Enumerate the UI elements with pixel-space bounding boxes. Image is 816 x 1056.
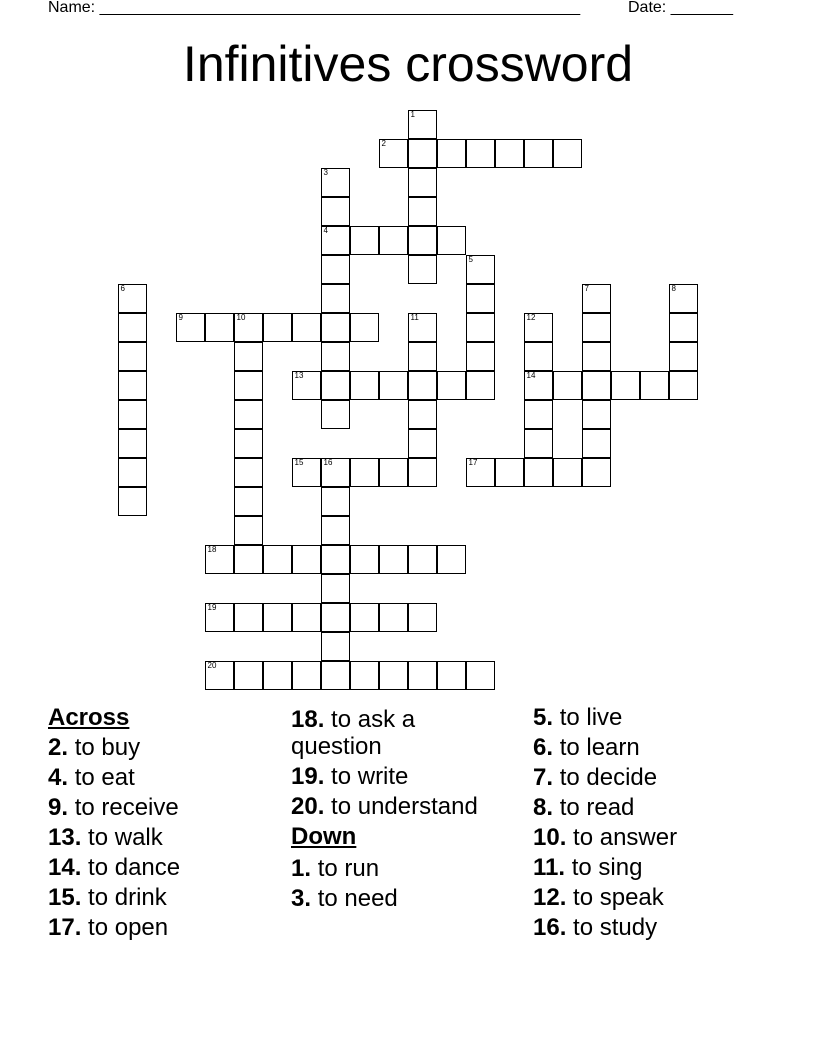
grid-cell[interactable] — [321, 661, 350, 690]
grid-cell[interactable] — [292, 603, 321, 632]
grid-cell[interactable] — [437, 139, 466, 168]
clue-number: 10. — [533, 824, 567, 851]
grid-cell[interactable] — [234, 661, 263, 690]
grid-cell[interactable] — [408, 168, 437, 197]
clue-item — [533, 703, 677, 733]
clue-text: to dance — [88, 854, 181, 881]
clue-number-label: 7 — [584, 284, 589, 293]
clue-text: to decide — [559, 764, 658, 791]
clue-text: to receive — [74, 794, 179, 821]
grid-cell[interactable] — [408, 429, 437, 458]
clue-text: to ask a question — [291, 706, 416, 760]
clue-text: to learn — [559, 734, 640, 761]
clue-number-label: 9 — [178, 313, 183, 322]
grid-cell[interactable] — [466, 371, 495, 400]
grid-cell[interactable] — [350, 458, 379, 487]
grid-cell[interactable] — [408, 255, 437, 284]
grid-cell[interactable] — [379, 661, 408, 690]
clue-item — [48, 763, 180, 793]
clue-item — [291, 855, 511, 882]
grid-cell[interactable] — [263, 603, 292, 632]
grid-cell[interactable] — [466, 139, 495, 168]
grid-cell[interactable] — [408, 226, 437, 255]
name-line[interactable]: ______________________________________________________ — [99, 0, 581, 16]
clue-number-label: 20 — [207, 661, 217, 670]
grid-cell[interactable] — [263, 545, 292, 574]
grid-cell[interactable] — [408, 400, 437, 429]
grid-cell[interactable] — [379, 139, 408, 168]
grid-cell[interactable] — [118, 487, 147, 516]
grid-cell[interactable] — [350, 226, 379, 255]
clue-item — [48, 883, 180, 913]
grid-cell[interactable] — [582, 371, 611, 400]
clue-number: 15. — [48, 884, 82, 911]
grid-cell[interactable] — [466, 661, 495, 690]
clue-number-label: 1 — [410, 110, 415, 119]
grid-cell[interactable] — [292, 313, 321, 342]
grid-cell[interactable] — [524, 371, 553, 400]
grid-cell[interactable] — [408, 139, 437, 168]
grid-cell[interactable] — [292, 661, 321, 690]
grid-cell[interactable] — [408, 371, 437, 400]
clue-text: to understand — [331, 793, 478, 820]
date-line[interactable]: _______ — [670, 0, 733, 16]
grid-cell[interactable] — [553, 371, 582, 400]
grid-cell[interactable] — [321, 284, 350, 313]
grid-cell[interactable] — [176, 313, 205, 342]
grid-cell[interactable] — [234, 429, 263, 458]
grid-cell[interactable] — [234, 603, 263, 632]
grid-cell[interactable] — [118, 400, 147, 429]
clue-number: 12. — [533, 884, 567, 911]
grid-cell[interactable] — [408, 110, 437, 139]
grid-cell[interactable] — [379, 545, 408, 574]
clue-number-label: 6 — [120, 284, 125, 293]
grid-cell[interactable] — [669, 284, 698, 313]
grid-cell[interactable] — [321, 545, 350, 574]
clue-item — [291, 763, 511, 790]
clue-number: 17. — [48, 914, 82, 941]
clue-number-label: 10 — [236, 313, 246, 322]
clue-text: to walk — [88, 824, 163, 851]
clue-text: to speak — [573, 884, 664, 911]
grid-cell[interactable] — [321, 487, 350, 516]
grid-cell[interactable] — [553, 139, 582, 168]
grid-cell[interactable] — [321, 632, 350, 661]
grid-cell[interactable] — [263, 661, 292, 690]
grid-cell[interactable] — [408, 342, 437, 371]
clue-item — [291, 885, 511, 912]
clue-number-label: 15 — [294, 458, 304, 467]
clue-item — [533, 913, 677, 943]
clue-number: 16. — [533, 914, 567, 941]
clue-item — [291, 706, 511, 760]
grid-cell[interactable] — [263, 313, 292, 342]
grid-cell[interactable] — [582, 458, 611, 487]
clue-item — [533, 883, 677, 913]
grid-cell[interactable] — [234, 342, 263, 371]
clue-number-label: 5 — [468, 255, 473, 264]
grid-cell[interactable] — [466, 458, 495, 487]
grid-cell[interactable] — [582, 342, 611, 371]
across-heading: Across — [48, 704, 130, 731]
grid-cell[interactable] — [379, 371, 408, 400]
clue-number: 20. — [291, 793, 325, 820]
grid-cell[interactable] — [292, 371, 321, 400]
clue-text: to open — [88, 914, 169, 941]
grid-cell[interactable] — [350, 545, 379, 574]
clue-number-label: 4 — [323, 226, 328, 235]
grid-cell[interactable] — [118, 371, 147, 400]
date-label: Date: — [628, 0, 667, 16]
clue-text: to write — [331, 763, 409, 790]
clue-number: 13. — [48, 824, 82, 851]
grid-cell[interactable] — [466, 284, 495, 313]
grid-cell[interactable] — [669, 342, 698, 371]
clue-number: 14. — [48, 854, 82, 881]
clue-number: 4. — [48, 764, 69, 791]
grid-cell[interactable] — [669, 371, 698, 400]
grid-cell[interactable] — [553, 458, 582, 487]
clue-number: 9. — [48, 794, 69, 821]
clue-number-label: 18 — [207, 545, 217, 554]
grid-cell[interactable] — [321, 458, 350, 487]
grid-cell[interactable] — [408, 197, 437, 226]
clue-number: 6. — [533, 734, 554, 761]
grid-cell[interactable] — [437, 226, 466, 255]
grid-cell[interactable] — [524, 139, 553, 168]
name-label: Name: — [48, 0, 96, 16]
grid-cell[interactable] — [379, 226, 408, 255]
clue-number: 3. — [291, 885, 312, 912]
clues-column-2 — [291, 706, 511, 912]
grid-cell[interactable] — [408, 661, 437, 690]
grid-cell[interactable] — [350, 661, 379, 690]
grid-cell[interactable] — [321, 168, 350, 197]
grid-cell[interactable] — [350, 603, 379, 632]
grid-cell[interactable] — [292, 545, 321, 574]
grid-cell[interactable] — [408, 545, 437, 574]
grid-cell[interactable] — [524, 458, 553, 487]
grid-cell[interactable] — [321, 400, 350, 429]
clue-item — [533, 793, 677, 823]
grid-cell[interactable] — [437, 545, 466, 574]
grid-cell[interactable] — [408, 603, 437, 632]
grid-cell[interactable] — [379, 458, 408, 487]
grid-cell[interactable] — [205, 661, 234, 690]
clue-number: 18. — [291, 706, 325, 733]
grid-cell[interactable] — [234, 458, 263, 487]
page-title: Infinitives crossword — [182, 36, 634, 92]
clue-number-label: 8 — [671, 284, 676, 293]
clue-item — [48, 823, 180, 853]
grid-cell[interactable] — [466, 342, 495, 371]
grid-cell[interactable] — [582, 429, 611, 458]
clue-number-label: 13 — [294, 371, 304, 380]
grid-cell[interactable] — [234, 516, 263, 545]
grid-cell[interactable] — [437, 371, 466, 400]
clue-text: to run — [317, 855, 380, 882]
clues-column-1 — [48, 703, 180, 943]
grid-cell[interactable] — [466, 255, 495, 284]
clue-item — [48, 793, 180, 823]
clue-number-label: 2 — [381, 139, 386, 148]
grid-cell[interactable] — [582, 400, 611, 429]
grid-cell[interactable] — [321, 342, 350, 371]
grid-cell[interactable] — [292, 458, 321, 487]
grid-cell[interactable] — [524, 313, 553, 342]
clue-number: 11. — [533, 854, 566, 881]
grid-cell[interactable] — [321, 574, 350, 603]
clue-number-label: 12 — [526, 313, 536, 322]
grid-cell[interactable] — [669, 313, 698, 342]
clue-number-label: 19 — [207, 603, 217, 612]
clue-number: 5. — [533, 704, 554, 731]
grid-cell[interactable] — [321, 197, 350, 226]
grid-cell[interactable] — [234, 313, 263, 342]
clue-item — [291, 793, 511, 820]
grid-cell[interactable] — [495, 139, 524, 168]
clue-text: to eat — [74, 764, 135, 791]
clue-number: 19. — [291, 763, 325, 790]
clue-number: 8. — [533, 794, 554, 821]
clue-text: to answer — [573, 824, 678, 851]
grid-cell[interactable] — [408, 313, 437, 342]
clue-item — [48, 913, 180, 943]
clue-item — [533, 763, 677, 793]
grid-cell[interactable] — [350, 313, 379, 342]
clue-number: 2. — [48, 734, 69, 761]
clue-text: to live — [559, 704, 623, 731]
grid-cell[interactable] — [321, 226, 350, 255]
grid-cell[interactable] — [321, 603, 350, 632]
grid-cell[interactable] — [611, 371, 640, 400]
clue-number: 7. — [533, 764, 554, 791]
clue-number-label: 3 — [323, 168, 328, 177]
grid-cell[interactable] — [234, 400, 263, 429]
clue-number-label: 11 — [410, 313, 419, 322]
grid-cell[interactable] — [640, 371, 669, 400]
clue-item — [48, 733, 180, 763]
grid-cell[interactable] — [321, 516, 350, 545]
grid-cell[interactable] — [524, 429, 553, 458]
grid-cell[interactable] — [582, 313, 611, 342]
grid-cell[interactable] — [234, 545, 263, 574]
down-heading: Down — [291, 823, 357, 850]
grid-cell[interactable] — [350, 371, 379, 400]
clue-item — [533, 733, 677, 763]
clue-number-label: 14 — [526, 371, 536, 380]
clue-number: 1. — [291, 855, 312, 882]
grid-cell[interactable] — [524, 342, 553, 371]
clue-text: to read — [559, 794, 635, 821]
clue-text: to drink — [88, 884, 167, 911]
grid-cell[interactable] — [234, 487, 263, 516]
grid-cell[interactable] — [118, 342, 147, 371]
clue-number-label: 17 — [468, 458, 478, 467]
clue-text: to need — [317, 885, 398, 912]
grid-cell[interactable] — [321, 371, 350, 400]
grid-cell[interactable] — [408, 458, 437, 487]
clues-column-3 — [533, 703, 677, 943]
grid-cell[interactable] — [524, 400, 553, 429]
grid-cell[interactable] — [205, 603, 234, 632]
clue-text: to sing — [571, 854, 643, 881]
clue-item — [48, 853, 180, 883]
grid-cell[interactable] — [321, 255, 350, 284]
grid-cell[interactable] — [118, 284, 147, 313]
clue-number-label: 16 — [323, 458, 333, 467]
clue-text: to study — [573, 914, 658, 941]
clue-item — [533, 823, 677, 853]
clue-text: to buy — [74, 734, 141, 761]
grid-cell[interactable] — [582, 284, 611, 313]
grid-cell[interactable] — [118, 313, 147, 342]
grid-cell[interactable] — [118, 429, 147, 458]
grid-cell[interactable] — [466, 313, 495, 342]
grid-cell[interactable] — [495, 458, 524, 487]
grid-cell[interactable] — [205, 313, 234, 342]
grid-cell[interactable] — [321, 313, 350, 342]
grid-cell[interactable] — [379, 603, 408, 632]
grid-cell[interactable] — [234, 371, 263, 400]
grid-cell[interactable] — [437, 661, 466, 690]
grid-cell[interactable] — [118, 458, 147, 487]
grid-cell[interactable] — [205, 545, 234, 574]
clue-item — [533, 853, 677, 883]
